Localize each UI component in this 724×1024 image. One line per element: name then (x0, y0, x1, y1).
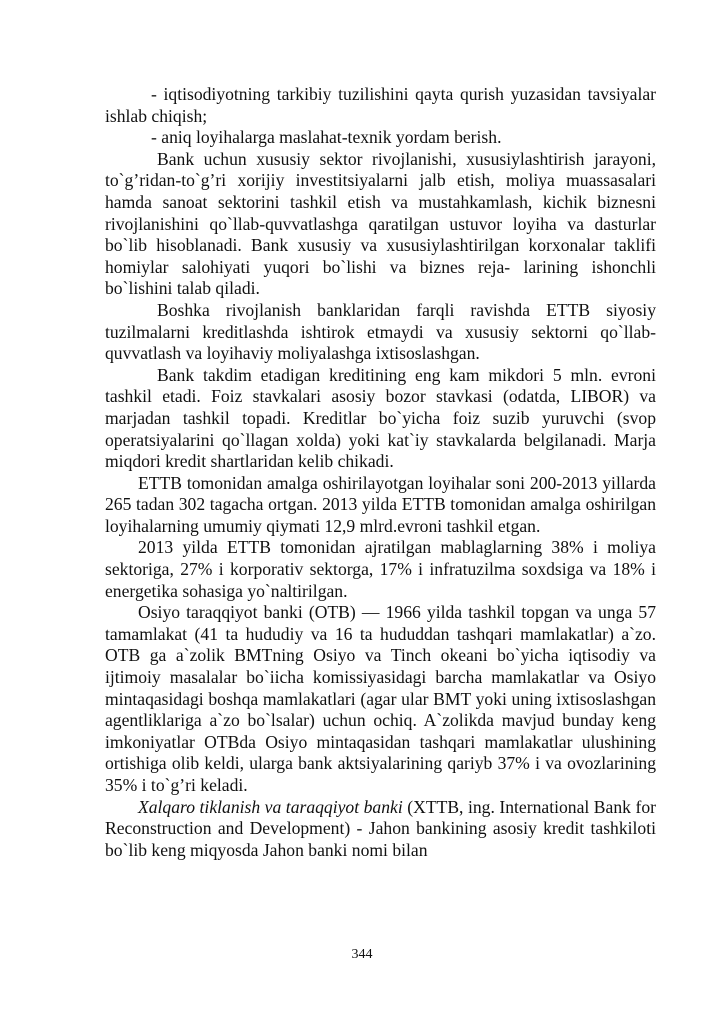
body-paragraph-xttb (105, 797, 656, 862)
body-paragraph: ETTB tomonidan amalga oshirilayotgan loyihalar soni 200-2013 yillarda 265 tadan 302 tagacha ortgan. 2013 yilda ETTB tomonidan amalga oshirilgan loyihalarning umumiy qiymati 12,9 mlrd.evroni tashkil etgan. (105, 472, 656, 536)
page-body (105, 84, 656, 861)
body-paragraph: Osiyo taraqqiyot banki (OTB) — 1966 yilda tashkil topgan va unga 57 tamamlakat (41 ta hududiy va 16 ta hududdan tashqari mamlakatlar) a`zo. OTB ga a`zolik BMTning Osiyo va Tinch okeani bo`yicha iqtisodiy va ijtimoiy masalalar bo`iicha komissiyasidagi barcha mamlakatlar va Osiyo mintaqasidagi boshqa mamlakatlari (agar ular BMT yoki uning ixtisoslashgan agentliklariga a`zo bo`lsalar) uchun ochiq. A`zolikda mavjud bunday keng imkoniyatlar OTBda Osiyo mintaqasidan tashqari mamlakatlar ulushining ortishiga olib keldi, ularga bank aktsiyalarining qariyb 37% i va ovozlarining 35% i to`g’ri keladi. (105, 602, 656, 795)
xttb-italic-title: Xalqaro tiklanish va taraqqiyot banki (138, 796, 403, 817)
body-paragraph: Bank uchun xususiy sektor rivojlanishi, xususiylashtirish jarayoni, to`g’ridan-to`g’ri xorijiy investitsiyalarni jalb etish, moliya muassasalari hamda sanoat sektorini tashkil etish va mustahkamlash, kichik biznesni rivojlanishini qo`llab-quvvatlashga qaratilgan ustuvor loyiha va dasturlar bo`lib hisoblanadi. Bank xususiy va xususiylashtirilgan korxonalar taklifi homiylar salohiyati yuqori bo`lishi va biznes reja- larining ishonchli bo`lishini talab qiladi. (105, 148, 656, 299)
body-paragraph: 2013 yilda ETTB tomonidan ajratilgan mablaglarning 38% i moliya sektoriga, 27% i korporativ sektorga, 17% i infratuzilma soxdsiga va 18% i energetika sohasiga yo`naltirilgan. (105, 537, 656, 601)
bullet-paragraph: - iqtisodiyotning tarkibiy tuzilishini qayta qurish yuzasidan tavsiyalar ishlab chiqish; (105, 84, 656, 126)
body-paragraph: Boshka rivojlanish banklaridan farqli ravishda ETTB siyosiy tuzilmalarni kreditlashda ishtirok etmaydi va xususiy sektorni qo`llab-quvvatlash va loyihaviy moliyalashga ixtisoslashgan. (105, 299, 656, 364)
page-number: 344 (351, 947, 373, 962)
body-paragraph: Bank takdim etadigan kreditining eng kam mikdori 5 mln. evroni tashkil etadi. Foiz stavkalari asosiy bozor stavkasi (odatda, LIBOR) va marjadan tashkil topadi. Kreditlar bo`yicha foiz suzib yuruvchi (svop operatsiyalarini qo`llagan xolda) yoki kat`iy stavkalarda belgilanadi. Marja miqdori kredit shartlaridan kelib chikadi. (105, 364, 656, 472)
xttb-text: (XTTB, ing. International Bank for Reconstruction and Development) - Jahon bankining asosiy kredit tashkiloti bo`lib keng miqyosda Jahon banki nomi bilan (105, 796, 656, 860)
bullet-paragraph: - aniq loyihalarga maslahat-texnik yordam berish. (151, 127, 502, 148)
